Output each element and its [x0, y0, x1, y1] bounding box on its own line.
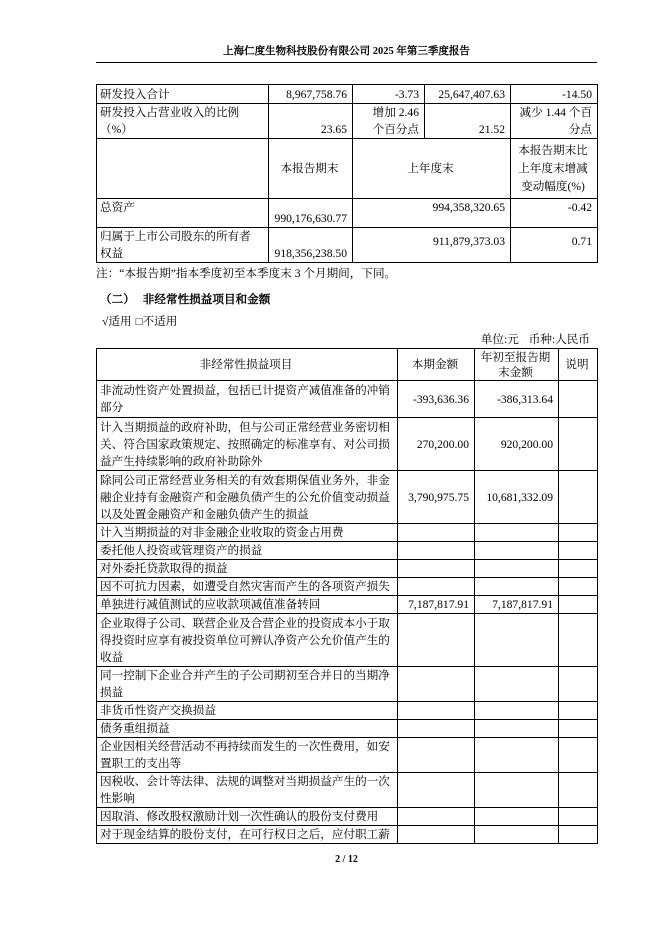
item-cell — [97, 808, 398, 826]
rd-investment-table — [96, 84, 598, 263]
remark-cell — [559, 614, 598, 667]
header-line: 本报告期末比 — [518, 143, 588, 157]
remark-cell — [559, 808, 598, 826]
item-line: 融企业持有金融资产和金融负债产生的公允价值变动损益 — [100, 490, 390, 504]
ytd-amount-cell — [475, 738, 559, 773]
remark-cell — [559, 720, 598, 738]
header-line: 末金额 — [498, 365, 533, 379]
ytd-amount-header — [475, 349, 559, 381]
prior-year-end-value: 994,358,320.65 — [353, 199, 511, 228]
ytd-value: 25,647,407.63 — [425, 85, 511, 104]
current-amount-cell: 270,200.00 — [398, 418, 475, 471]
item-cell — [97, 578, 398, 596]
item-line: 因不可抗力因素，如遭受自然灾害而产生的各项资产损失 — [100, 580, 390, 593]
remark-cell — [559, 667, 598, 702]
total-assets-row — [97, 199, 598, 228]
remark-cell — [559, 738, 598, 773]
header-line: 上年度末增减 — [518, 161, 588, 175]
label-line: 研发投入占营业收入的比例 — [100, 106, 240, 119]
table-row — [97, 738, 598, 773]
table-note: 注：“本报告期”指本季度初至本季度末 3 个月期间，下同。 — [96, 267, 397, 280]
table-row — [97, 614, 598, 667]
page-header: 上海仁度生物科技股份有限公司 2025 年第三季度报告 — [223, 46, 470, 57]
item-line: 关、符合国家政策规定、按照确定的标准享有、对公司损 — [100, 437, 390, 451]
ytd-amount-cell — [475, 542, 559, 560]
current-amount-cell — [398, 560, 475, 578]
current-amount-cell: 7,187,817.91 — [398, 596, 475, 614]
table-row — [97, 418, 598, 471]
item-line: 企业因相关经营活动不再持续而发生的一次性费用，如安 — [100, 740, 390, 753]
page-number: 2 / 12 — [335, 854, 358, 865]
prior-year-end-header: 上年度末 — [353, 139, 511, 199]
table-row — [97, 381, 598, 418]
item-line: 益产生持续影响的政府补助除外 — [100, 454, 263, 468]
row-label: 总资产 — [97, 199, 269, 228]
table-row — [97, 667, 598, 702]
remark-cell — [559, 826, 598, 844]
table-row — [97, 596, 598, 614]
ytd-value: 21.52 — [425, 104, 511, 139]
current-amount-cell — [398, 773, 475, 808]
section-number: （二） — [100, 293, 135, 306]
current-amount-cell — [398, 578, 475, 596]
item-line: 因税收、会计等法律、法规的调整对当期损益产生的一次 — [100, 775, 390, 788]
current-amount-cell — [398, 808, 475, 826]
current-period-change — [353, 104, 425, 139]
item-cell — [97, 471, 398, 524]
current-amount-header: 本期金额 — [398, 349, 475, 381]
current-amount-cell — [398, 738, 475, 773]
remark-cell — [559, 702, 598, 720]
current-period-value: 8,967,758.76 — [269, 85, 353, 104]
item-line: 置职工的支出等 — [100, 757, 182, 770]
unit-line — [481, 331, 590, 348]
table-row — [97, 471, 598, 524]
unit-label: 单位:元 — [480, 333, 519, 346]
item-line: 因取消、修改股权激励计划一次性确认的股份支付费用 — [100, 810, 379, 823]
remark-cell — [559, 524, 598, 542]
change-line: 分点 — [568, 123, 592, 136]
table-row — [97, 542, 598, 560]
item-cell — [97, 560, 398, 578]
current-amount-cell — [398, 524, 475, 542]
item-line: 对外委托贷款取得的损益 — [100, 562, 228, 575]
item-cell — [97, 418, 398, 471]
label-line: （%） — [100, 123, 133, 136]
remark-cell — [559, 418, 598, 471]
table-header-row — [97, 349, 598, 381]
row-label — [97, 104, 269, 139]
current-amount-cell — [398, 702, 475, 720]
period-end-value: 918,356,238.50 — [269, 228, 353, 263]
item-line: 部分 — [100, 401, 124, 414]
header-line: 年初至报告期 — [480, 350, 551, 364]
current-amount-cell — [398, 826, 475, 844]
item-line: 非流动性资产处置损益，包括已计提资产减值准备的冲销 — [100, 384, 390, 397]
ytd-change — [511, 104, 598, 139]
item-line: 单独进行减值测试的应收款项减值准备转回 — [100, 598, 321, 611]
item-line: 债务重组损益 — [100, 722, 170, 735]
item-cell — [97, 702, 398, 720]
item-line: 损益 — [100, 686, 124, 699]
current-amount-cell: -393,636.36 — [398, 381, 475, 418]
ytd-change: -14.50 — [511, 85, 598, 104]
equity-row — [97, 228, 598, 263]
table-row — [97, 524, 598, 542]
ytd-amount-cell — [475, 702, 559, 720]
ytd-amount-cell — [475, 773, 559, 808]
not-applicable-option: □不适用 — [135, 315, 178, 328]
period-end-header: 本报告期末 — [269, 139, 353, 199]
current-period-change: -3.73 — [353, 85, 425, 104]
remark-cell — [559, 381, 598, 418]
item-line: 收益 — [100, 650, 124, 664]
ytd-amount-cell: 920,200.00 — [475, 418, 559, 471]
item-cell — [97, 381, 398, 418]
item-cell — [97, 596, 398, 614]
item-line: 非货币性资产交换损益 — [100, 704, 216, 717]
remark-cell — [559, 471, 598, 524]
item-cell — [97, 826, 398, 844]
remark-cell — [559, 542, 598, 560]
balance-header-row — [97, 139, 598, 199]
ytd-amount-cell — [475, 667, 559, 702]
table-row — [97, 702, 598, 720]
label-line: 归属于上市公司股东的所有者 — [100, 230, 251, 243]
ytd-amount-cell: 10,681,332.09 — [475, 471, 559, 524]
item-line: 计入当期损益的对非金融企业收取的资金占用费 — [100, 526, 344, 539]
applicable-option: √适用 — [102, 315, 132, 328]
item-line: 对于现金结算的股份支付，在可行权日之后，应付职工薪 — [100, 828, 390, 841]
ytd-amount-cell — [475, 614, 559, 667]
item-line: 委托他人投资或管理资产的损益 — [100, 544, 263, 557]
label-line: 权益 — [100, 247, 124, 260]
table-row — [97, 560, 598, 578]
current-amount-cell: 3,790,975.75 — [398, 471, 475, 524]
item-cell — [97, 614, 398, 667]
current-amount-cell — [398, 720, 475, 738]
change-line: 个百分点 — [372, 123, 419, 136]
rd-ratio-row — [97, 104, 598, 139]
header-line: 变动幅度(%) — [521, 179, 585, 193]
change-line: 增加 2.46 — [372, 106, 419, 119]
item-cell — [97, 773, 398, 808]
current-amount-cell — [398, 614, 475, 667]
item-line: 除同公司正常经营业务相关的有效套期保值业务外，非金 — [100, 473, 390, 487]
remark-header: 说明 — [559, 349, 598, 381]
change-rate-value: 0.71 — [511, 228, 598, 263]
item-line: 计入当期损益的政府补助，但与公司正常经营业务密切相 — [100, 420, 390, 434]
header-divider — [96, 62, 597, 63]
change-line: 减少 1.44 个百 — [519, 106, 592, 119]
item-cell — [97, 738, 398, 773]
empty-header-cell — [97, 139, 269, 199]
table-row — [97, 808, 598, 826]
section-heading — [100, 291, 270, 308]
change-rate-value: -0.42 — [511, 199, 598, 228]
ytd-amount-cell — [475, 560, 559, 578]
table-row — [97, 773, 598, 808]
ytd-amount-cell: 7,187,817.91 — [475, 596, 559, 614]
current-period-value: 23.65 — [269, 104, 353, 139]
item-cell — [97, 667, 398, 702]
item-line: 企业取得子公司、联营企业及合营企业的投资成本小于取 — [100, 616, 390, 630]
ytd-amount-cell: -386,313.64 — [475, 381, 559, 418]
section-title: 非经常性损益项目和金额 — [142, 293, 271, 306]
item-line: 同一控制下企业合并产生的子公司期初至合并日的当期净 — [100, 669, 390, 682]
period-end-value: 990,176,630.77 — [269, 199, 353, 228]
item-cell — [97, 524, 398, 542]
non-recurring-items-table — [96, 348, 598, 844]
change-rate-header — [511, 139, 598, 199]
current-amount-cell — [398, 542, 475, 560]
ytd-amount-cell — [475, 524, 559, 542]
currency-label: 币种:人民币 — [528, 333, 590, 346]
ytd-amount-cell — [475, 578, 559, 596]
current-amount-cell — [398, 667, 475, 702]
item-cell — [97, 720, 398, 738]
applicability-line — [102, 313, 177, 330]
table-row — [97, 720, 598, 738]
ytd-amount-cell — [475, 720, 559, 738]
remark-cell — [559, 596, 598, 614]
item-cell — [97, 542, 398, 560]
item-line: 得投资时应享有被投资单位可辨认净资产公允价值产生的 — [100, 633, 390, 647]
table-row — [97, 578, 598, 596]
table-row — [97, 826, 598, 844]
remark-cell — [559, 560, 598, 578]
prior-year-end-value: 911,879,373.03 — [353, 228, 511, 263]
ytd-amount-cell — [475, 826, 559, 844]
row-label: 研发投入合计 — [97, 85, 269, 104]
remark-cell — [559, 578, 598, 596]
item-line: 以及处置金融资产和金融负债产生的损益 — [100, 507, 309, 521]
rd-total-row — [97, 85, 598, 104]
remark-cell — [559, 773, 598, 808]
item-line: 性影响 — [100, 792, 135, 805]
row-label — [97, 228, 269, 263]
ytd-amount-cell — [475, 808, 559, 826]
item-header: 非经常性损益项目 — [97, 349, 398, 381]
